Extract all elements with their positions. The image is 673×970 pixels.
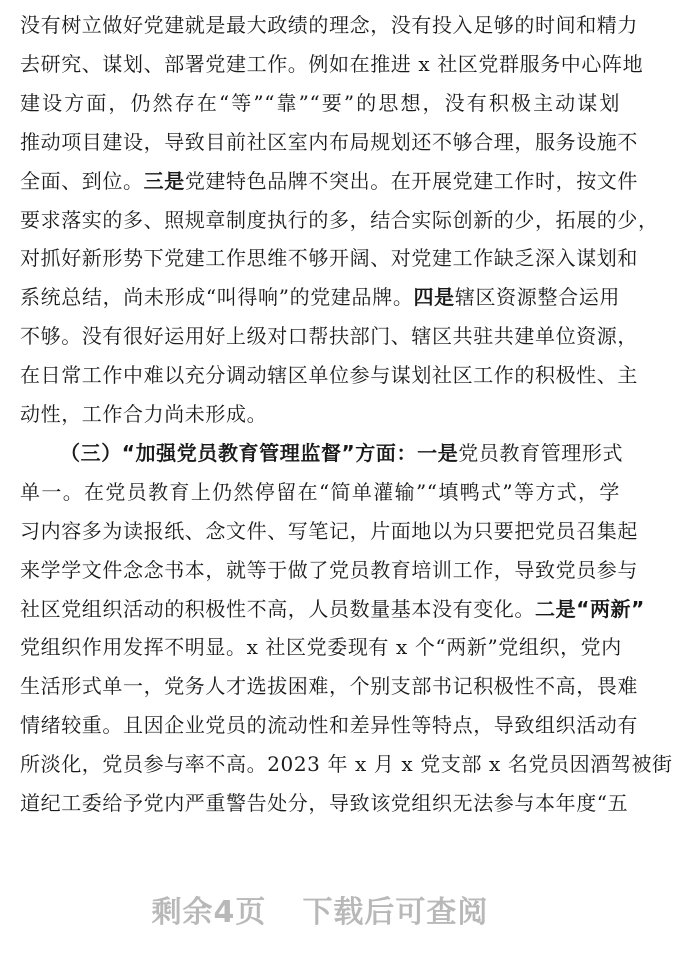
text-line [20,634,620,660]
text-line [20,51,644,77]
bold-text-segment: 二是 [535,596,577,621]
preview-footer [0,887,640,931]
text-line [20,790,629,816]
text-line [20,362,638,388]
text-segment: 党员教育管理形式 [458,440,624,465]
text-segment: 不够。没有很好运用好上级对口帮扶部门、辖区共驻共建单位资源， [20,324,638,349]
bold-text-segment: “两新” [576,596,645,621]
text-segment: 推动项目建设，导致目前社区室内布局规划还不够合理，服务设施不 [20,129,638,154]
text-segment: 来学学文件念念书本，就等于做了党员教育培训工作，导致党员参与 [20,557,638,582]
text-line [20,284,620,310]
text-segment: 情绪较重。且因企业党员的流动性和差异性等特点，导致组织活动有 [20,713,638,738]
text-line [20,518,638,544]
text-line [20,673,638,699]
text-line [20,168,639,194]
text-segment: 党组织作用发挥不明显。x 社区党委现有 x 个“两新”党组织，党内 [20,635,622,660]
text-segment: 建设方面，仍然存在“等”“靠”“要”的思想，没有积极主动谋划 [20,90,620,115]
text-line [20,596,645,622]
remaining-pages-label: 剩余4页 [151,895,267,930]
bold-text-segment: 三是 [143,168,185,193]
text-line [20,712,638,738]
text-segment: 全面、到位。 [20,168,144,193]
text-segment: 生活形式单一，党务人才选拔困难，个别支部书记积极性不高，畏难 [20,674,638,699]
text-line [20,245,638,271]
text-segment: 所淡化，党员参与率不高。2023 年 x 月 x 党支部 x 名党员因酒驾被街 [20,752,673,777]
text-segment: 动性，工作合力尚未形成。 [20,402,268,426]
bold-text-segment: 四是 [413,285,455,310]
text-segment: 对抓好新形势下党建工作思维不够开阔、对党建工作缺乏深入谋划和 [20,246,638,271]
text-line [60,440,624,466]
text-segment: 社区党组织活动的积极性不高，人员数量基本没有变化。 [20,596,535,621]
bold-text-segment: （三）“加强党员教育管理监督”方面： [60,440,418,465]
text-line [20,323,638,349]
download-to-read-link[interactable]: 下载后可查阅 [302,895,489,930]
text-segment: 习内容多为读报纸、念文件、写笔记，片面地以为只要把党员召集起 [20,518,638,543]
text-segment: 道纪工委给予党内严重警告处分，导致该党组织无法参与本年度“五 [20,791,629,815]
text-line [20,90,620,116]
text-segment: 要求落实的多、照规章制度执行的多，结合实际创新的少，拓展的少， [20,207,659,232]
text-segment: 党建特色品牌不突出。在开展党建工作时，按文件 [184,168,639,193]
text-line [20,401,620,427]
text-segment: 没有树立做好党建就是最大政绩的理念，没有投入足够的时间和精力 [20,13,638,37]
text-line [20,557,638,583]
text-segment: 系统总结，尚未形成“叫得响”的党建品牌。 [20,285,414,310]
text-segment: 单一。在党员教育上仍然停留在“简单灌输”“填鸭式”等方式，学 [20,479,620,504]
text-line [20,129,638,155]
text-line [20,12,638,38]
text-segment: 辖区资源整合运用 [454,285,620,310]
bold-text-segment: 一是 [417,440,459,465]
text-segment: 在日常工作中难以充分调动辖区单位参与谋划社区工作的积极性、主 [20,363,638,388]
text-line [20,207,659,233]
text-segment: 去研究、谋划、部署党建工作。例如在推进 x 社区党群服务中心阵地 [20,51,644,76]
text-line [20,751,673,777]
text-line [20,479,620,505]
